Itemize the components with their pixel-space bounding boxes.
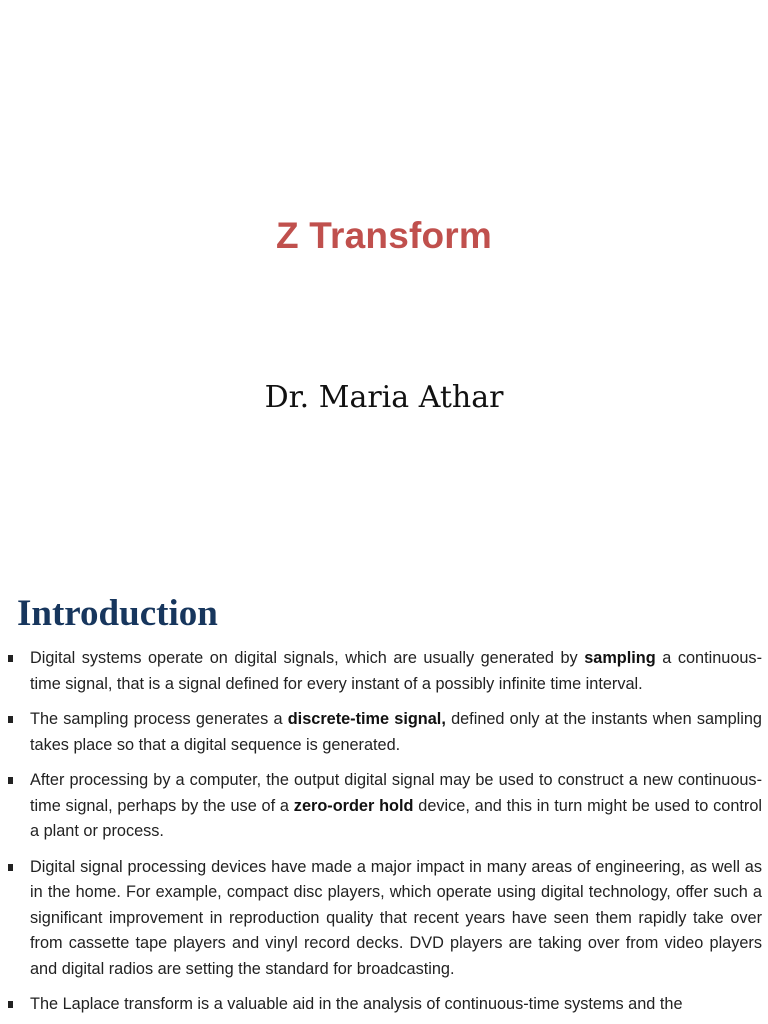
bullet-marker-icon	[8, 864, 13, 871]
bullet-text: defined only at the instants when sampling takes place so that a digital sequence is generated.	[30, 710, 762, 754]
bullet-text: device, and this in turn might be used to control a plant or process.	[30, 796, 762, 840]
author-name: Dr. Maria Athar	[264, 380, 504, 415]
bullet-marker-icon	[8, 1001, 13, 1008]
bullet-text: a continuous-time signal, that is a signal defined for every instant of a possibly infinite time interval.	[30, 649, 762, 693]
bullet-item	[8, 707, 762, 758]
section-heading: Introduction	[17, 593, 218, 634]
bullet-item	[8, 855, 762, 983]
bullet-bold-term: discrete-time signal,	[287, 710, 446, 728]
bullet-text: The Laplace transform is a valuable aid in the analysis of continuous-time systems and the	[30, 995, 683, 1013]
slide-title: Z Transform	[275, 215, 493, 256]
bullet-text: The sampling process generates a	[30, 710, 288, 728]
bullet-item	[8, 646, 762, 697]
bullet-text: Digital systems operate on digital signals, which are usually generated by	[30, 649, 585, 667]
bullet-marker-icon	[8, 777, 13, 784]
bullet-text: Digital signal processing devices have made a major impact in many areas of engineering, as well as in the home. For example, compact disc players, which operate using digital technology, offer such a significant improvement in reproduction quality that recent years have seen them rapidly take over from cassette tape players and vinyl record decks. DVD players are taking over from video players and digital radios are setting the standard for broadcasting.	[30, 857, 762, 978]
bullet-text: After processing by a computer, the output digital signal may be used to construct a new continuous-time signal, perhaps by the use of a	[30, 771, 762, 815]
bullet-marker-icon	[8, 655, 13, 662]
bullet-item	[8, 768, 762, 845]
bullet-list	[8, 646, 762, 1024]
bullet-bold-term: zero-order hold	[293, 796, 414, 815]
bullet-bold-term: sampling	[584, 649, 656, 667]
bullet-item	[8, 992, 762, 1018]
bullet-marker-icon	[8, 716, 13, 723]
